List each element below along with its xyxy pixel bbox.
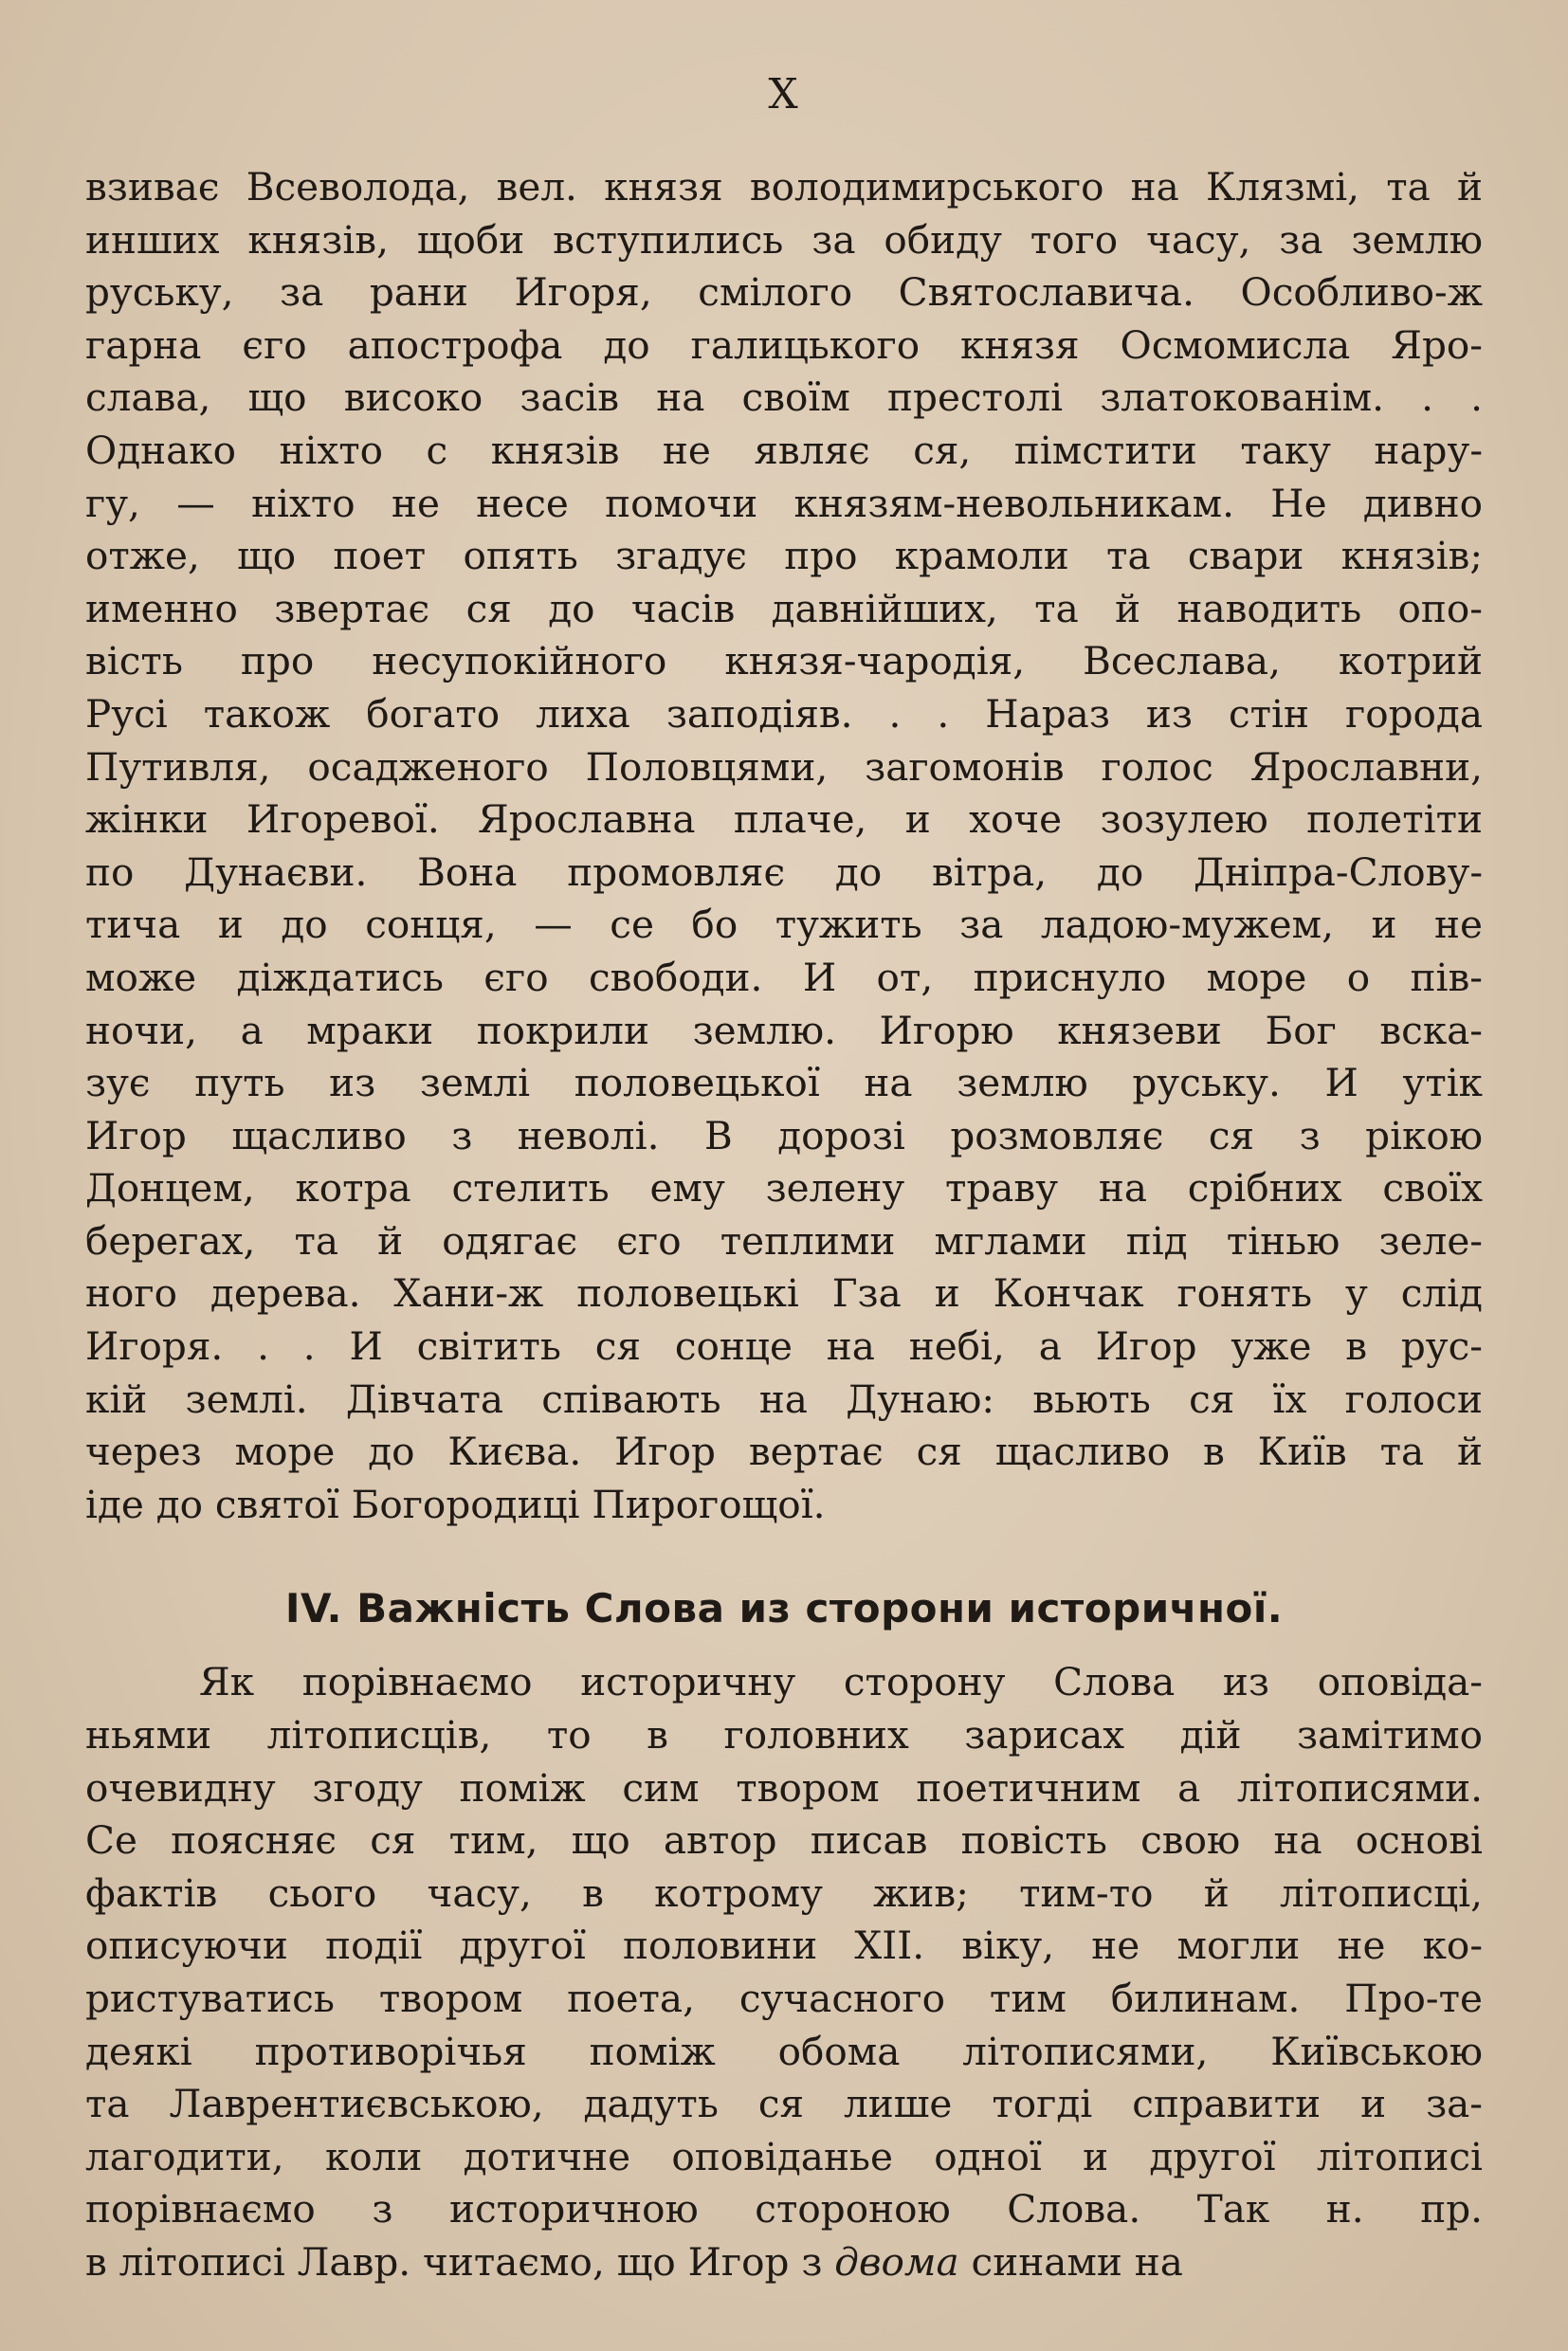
- section-heading: IV. Важність Слова из сторони историчної.: [284, 1585, 1284, 1632]
- paragraph-2-last-line: [85, 2236, 1483, 2289]
- italic-word: двома: [834, 2238, 959, 2285]
- text-line: Однако ніхто с князів не являє ся, пімстити таку нару-: [85, 427, 1483, 473]
- paragraph-2: [85, 1656, 1483, 2236]
- text-line: іде до святої Богородиці Пирогощої.: [85, 1481, 826, 1527]
- text-line: по Дунаєви. Вона промовляє до вітра, до Дніпра-Слову-: [85, 848, 1483, 895]
- text-line: вість про несупокійного князя-чародія, Всеслава, котрий: [85, 638, 1483, 684]
- text-line: руську, за рани Игоря, смілого Святославича. Особливо-ж: [85, 269, 1483, 316]
- text-line: Русі також богато лиха заподіяв. . . Нараз из стін города: [85, 690, 1483, 737]
- text-line: ночи, а мраки покрили землю. Игорю князеви Бог вска-: [85, 1007, 1483, 1053]
- text-line: Донцем, котра стелить ему зелену траву на срібних своїх: [85, 1165, 1483, 1212]
- text-line: [85, 2236, 1483, 2289]
- paragraph-1: [85, 161, 1483, 1531]
- text-line: через море до Києва. Игор вертає ся щасливо в Київ та й: [85, 1429, 1483, 1475]
- text-line: именно звертає ся до часів давнійших, та й наводить опо-: [85, 585, 1483, 631]
- text-line: Як порівнаємо историчну сторону Слова из оповіда-: [199, 1659, 1483, 1705]
- text-line: порівнаємо з историчною стороною Слова. Так н. пр.: [85, 2186, 1483, 2233]
- text-line: Се поясняє ся тим, що автор писав повість свою на основі: [85, 1817, 1483, 1864]
- text-line: гарна єго апострофа до галицького князя Осмомисла Яро-: [85, 321, 1483, 368]
- text-line: отже, що поет опять згадує про крамоли та свари князів;: [85, 533, 1483, 579]
- text-line: фактів сього часу, в котрому жив; тим-то й літописці,: [85, 1869, 1483, 1916]
- text-line: слава, що високо засів на своїм престолі златокованім. . .: [85, 374, 1483, 421]
- text-line: та Лаврентиєвською, дадуть ся лише тогді справити и за-: [85, 2081, 1483, 2127]
- text-line: очевидну згоду поміж сим твором поетичним а літописями.: [85, 1764, 1483, 1811]
- text-line: деякі противорічья поміж обома літописями, Київською: [85, 2028, 1483, 2074]
- text-line: лагодити, коли дотичне оповіданье одної и другої літописі: [85, 2133, 1483, 2179]
- text-line: може діждатись єго свободи. И от, приснуло море о пів-: [85, 954, 1483, 1000]
- text-line: Путивля, осадженого Половцями, загомонів голос Ярославни,: [85, 743, 1483, 790]
- text-line: инших князів, щоби вступились за обиду того часу, за землю: [85, 216, 1483, 263]
- text-line: берегах, та й одягає єго теплими мглами під тінью зеле-: [85, 1217, 1483, 1264]
- text-line: ньями літописців, то в головних зарисах дій замітимо: [85, 1712, 1483, 1759]
- text-fragment: синами на: [958, 2238, 1183, 2285]
- text-line: тича и до сонця, — се бо тужить за ладою-мужем, и не: [85, 902, 1483, 948]
- text-line: зує путь из землі половецької на землю руську. И утік: [85, 1060, 1483, 1106]
- text-line: описуючи події другої половини XII. віку, не могли не ко-: [85, 1923, 1483, 1969]
- text-line: ристуватись твором поета, сучасного тим билинам. Про-те: [85, 1976, 1483, 2021]
- page-number: X: [768, 70, 800, 118]
- text-line: Игоря. . . И світить ся сонце на небі, а Игор уже в рус-: [85, 1323, 1483, 1370]
- text-line: ного дерева. Хани-ж половецькі Гза и Кончак гонять у слід: [85, 1270, 1483, 1317]
- text-line: кій землі. Дівчата співають на Дунаю: вьють ся їх голоси: [85, 1376, 1483, 1422]
- text-line: взиває Всеволода, вел. князя володимирського на Клязмі, та й: [85, 164, 1483, 210]
- text-fragment: в літописі Лавр. читаємо, що Игор з: [85, 2238, 835, 2285]
- text-line: Игор щасливо з неволі. В дорозі розмовляє ся з рікою: [85, 1112, 1483, 1158]
- text-line: гу, — ніхто не несе помочи князям-невольникам. Не дивно: [85, 480, 1483, 526]
- text-line: жінки Игоревої. Ярославна плаче, и хоче зозулею полетіти: [85, 796, 1483, 843]
